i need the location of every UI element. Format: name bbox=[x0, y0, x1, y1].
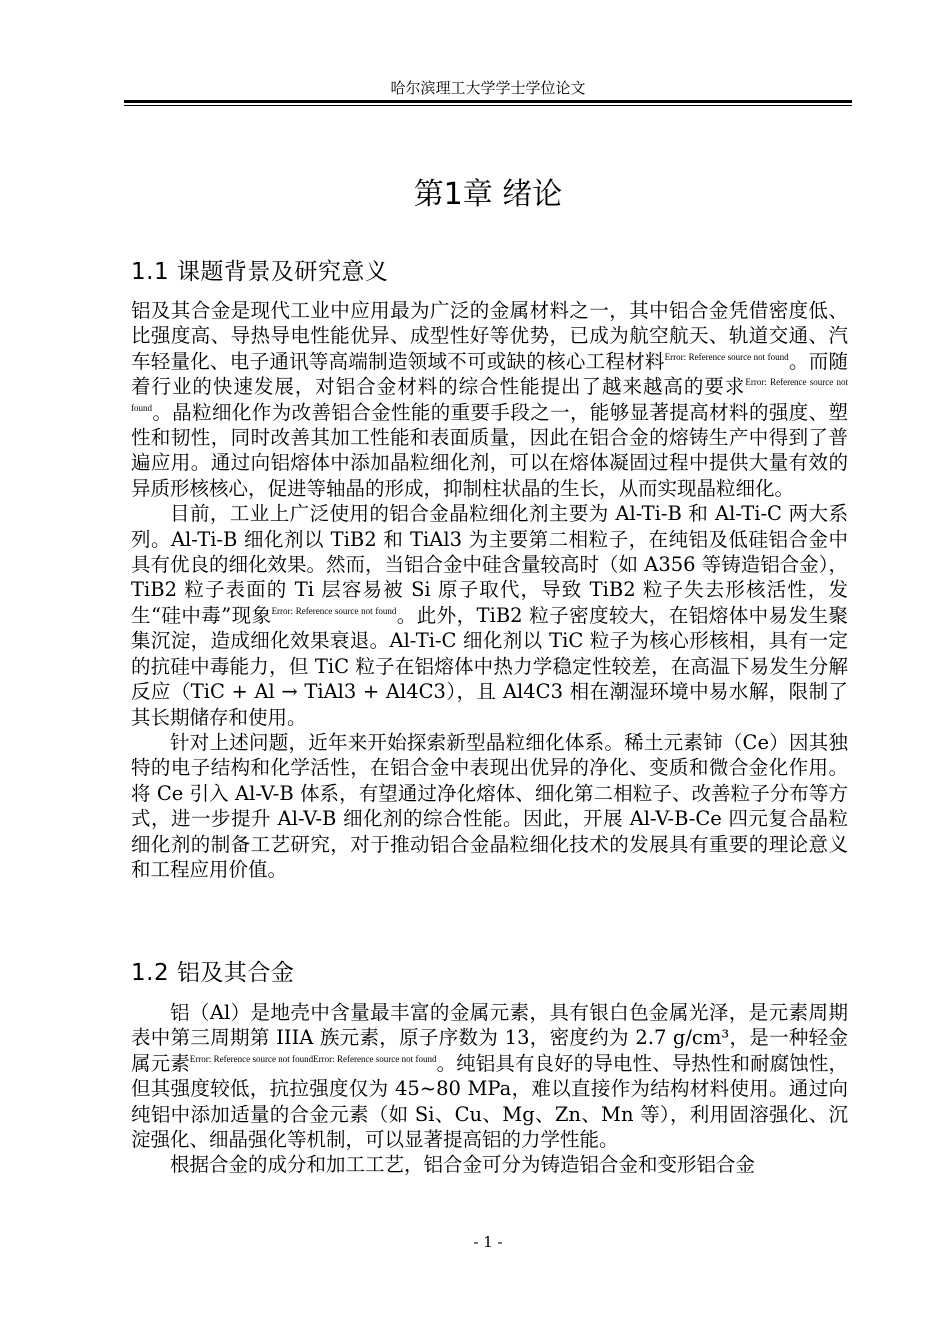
chapter-title: 第1章 绪论 bbox=[413, 177, 563, 212]
reference-error-marker: Error: Reference source not found bbox=[271, 605, 397, 616]
section-1-2-body bbox=[131, 1000, 848, 1178]
paragraph-4: 铝（Al）是地壳中含量最丰富的金属元素，具有银白色金属光泽，是元素周期表中第三周期第 IIIA 族元素，原子序数为 13，密度约为 2.7 g/cm³，是一种轻金属元素$^{Error: Reference source not foundError: Reference source not found}$。纯铝具有良好的导电性、导热性和耐腐蚀性，但其强度较低，抗拉强度仅为 45~80 MPa，难以直接作为结构材料使用。通过向纯铝中添加适量的合金元素（如 Si、Cu、Mg、Zn、Mn 等），利用固溶强化、沉淀强化、细晶强化等机制，可以显著提高铝的力学性能。 bbox=[131, 1001, 848, 1152]
reference-error-marker: Error: Reference source not found bbox=[664, 351, 789, 362]
header-rule-thin bbox=[124, 105, 852, 106]
page-number: - 1 - bbox=[473, 1233, 503, 1251]
section-heading-1-2: 1.2 铝及其合金 bbox=[131, 960, 295, 986]
section-heading-1-1: 1.1 课题背景及研究意义 bbox=[131, 259, 389, 285]
paragraph-5: 根据合金的成分和加工工艺，铝合金可分为铸造铝合金和变形铝合金 bbox=[170, 1153, 756, 1177]
paragraph-3: 针对上述问题，近年来开始探索新型晶粒细化体系。稀土元素铈（Ce）因其独特的电子结构和化学活性，在铝合金中表现出优异的净化、变质和微合金化作用。将 Ce 引入 Al-V-B 体系，有望通过净化熔体、细化第二相粒子、改善粒子分布等方式，进一步提升 Al-V-B 细化剂的综合性能。因此，开展 Al-V-B-Ce 四元复合晶粒细化剂的制备工艺研究，对于推动铝合金晶粒细化技术的发展具有重要的理论意义和工程应用价值。 bbox=[131, 730, 848, 881]
paragraph-2: 目前，工业上广泛使用的铝合金晶粒细化剂主要为 Al-Ti-B 和 Al-Ti-C 两大系列。Al-Ti-B 细化剂以 TiB2 和 TiAl3 为主要第二相粒子，在纯铝及低硅铝合金中具有优良的细化效果。然而，当铝合金中硅含量较高时（如 A356 等铸造铝合金），TiB2 粒子表面的 Ti 层容易被 Si 原子取代，导致 TiB2 粒子失去形核活性，发生“硅中毒”现象$^{Error: Reference source not found}$。此外，TiB2 粒子密度较大，在铝熔体中易发生聚集沉淀，造成细化效果衰退。Al-Ti-C 细化剂以 TiC 粒子为核心形核相，具有一定的抗硅中毒能力，但 TiC 粒子在铝熔体中热力学稳定性较差，在高温下易发生分解反应（TiC + Al → TiAl3 + Al4C3），且 Al4C3 相在潮湿环境中易水解，限制了其长期储存和使用。 bbox=[131, 502, 848, 729]
reference-error-marker: Error: Reference source not found bbox=[131, 377, 848, 413]
header-rule-thick bbox=[124, 100, 852, 103]
reference-error-marker: Error: Reference source not foundError: Reference source not found bbox=[189, 1053, 437, 1064]
running-header: 哈尔滨理工大学学士学位论文 bbox=[390, 79, 586, 97]
section-1-1-body bbox=[131, 298, 848, 882]
paragraph-1: 铝及其合金是现代工业中应用最为广泛的金属材料之一，其中铝合金凭借密度低、比强度高、导热导电性能优异、成型性好等优势，已成为航空航天、轨道交通、汽车轻量化、电子通讯等高端制造领域不可或缺的核心工程材料$^{Error: Reference source not found}$。而随着行业的快速发展，对铝合金材料的综合性能提出了越来越高的要求$^{Error: Reference source not found}$。晶粒细化作为改善铝合金性能的重要手段之一，能够显著提高材料的强度、塑性和韧性，同时改善其加工性能和表面质量，因此在铝合金的熔铸生产中得到了普遍应用。通过向铝熔体中添加晶粒细化剂，可以在熔体凝固过程中提供大量有效的异质形核核心，促进等轴晶的形成，抑制柱状晶的生长，从而实现晶粒细化。 bbox=[131, 299, 848, 500]
